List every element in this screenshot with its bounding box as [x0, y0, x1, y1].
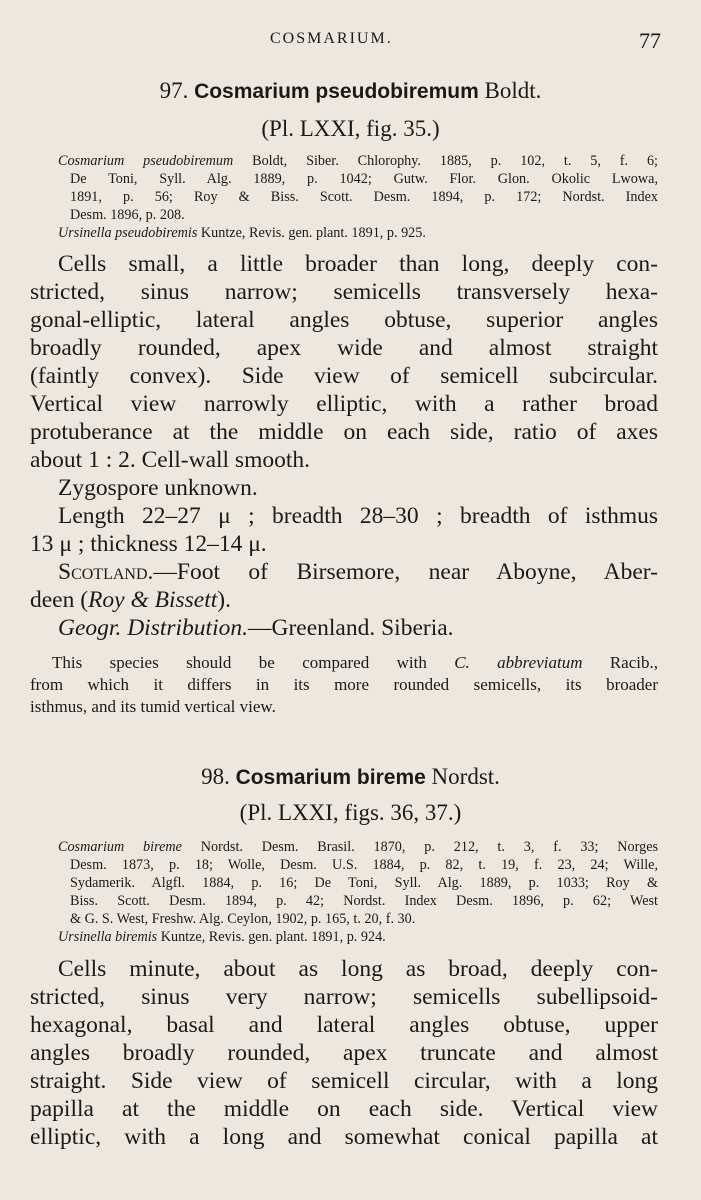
description-line: stricted, sinus narrow; semicells transversely hexa-	[30, 279, 658, 305]
running-head	[0, 28, 701, 54]
synonymy-line: Ursinella pseudobiremis Kuntze, Revis. gen. plant. 1891, p. 925.	[58, 225, 426, 241]
species-number: 98.	[201, 764, 230, 789]
note-line: isthmus, and its tumid vertical view.	[30, 697, 276, 716]
synonymy-line: Desm. 1873, p. 18; Wolle, Desm. U.S. 1884, p. 82, t. 19, f. 23, 24; Wille,	[70, 857, 658, 873]
species-97-heading	[0, 78, 701, 104]
description-line: Cells minute, about as long as broad, deeply con-	[58, 956, 658, 982]
description-line: papilla at the middle on each side. Vertical view	[30, 1096, 658, 1122]
description-line: about 1 : 2. Cell-wall smooth.	[30, 447, 311, 473]
species-authority: Nordst.	[431, 764, 500, 789]
dimensions-line: Length 22–27 μ ; breadth 28–30 ; breadth of isthmus	[58, 503, 658, 529]
plate-reference: (Pl. LXXI, figs. 36, 37.)	[239, 800, 462, 825]
description-line: gonal-elliptic, lateral angles obtuse, superior angles	[30, 307, 658, 333]
synonymy-line: Cosmarium pseudobiremum Boldt, Siber. Chlorophy. 1885, p. 102, t. 5, f. 6;	[58, 153, 659, 169]
synonymy-97	[58, 152, 658, 242]
zygospore-line: Zygospore unknown.	[58, 475, 258, 501]
comparison-note	[30, 652, 658, 718]
description-line: Cells small, a little broader than long, deeply con-	[58, 251, 658, 277]
synonymy-line: Cosmarium bireme Nordst. Desm. Brasil. 1870, p. 212, t. 3, f. 33; Norges	[58, 839, 659, 855]
description-line: hexagonal, basal and lateral angles obtuse, upper	[30, 1012, 658, 1038]
description-line: angles broadly rounded, apex truncate and almost	[30, 1040, 658, 1066]
description-line: elliptic, with a long and somewhat conical papilla at	[30, 1124, 658, 1150]
synonymy-line: Biss. Scott. Desm. 1894, p. 42; Nordst. Index Desm. 1896, p. 62; West	[70, 893, 658, 909]
scotland-locality: Scotland.—Foot of Birsemore, near Aboyne, Aber-	[58, 559, 658, 585]
species-98-heading	[0, 764, 701, 790]
synonymy-98	[58, 838, 658, 946]
description-98	[30, 955, 658, 1151]
scotland-locality-cont: deen (Roy & Bissett).	[30, 587, 231, 613]
description-line: broadly rounded, apex wide and almost straight	[30, 335, 658, 361]
species-authority: Boldt.	[484, 78, 542, 103]
synonymy-line: Ursinella biremis Kuntze, Revis. gen. plant. 1891, p. 924.	[58, 929, 386, 945]
description-97	[30, 250, 658, 642]
description-line: protuberance at the middle on each side, ratio of axes	[30, 419, 658, 445]
page-number: 77	[639, 28, 661, 53]
note-line: This species should be compared with C. abbreviatum Racib.,	[52, 653, 658, 672]
plate-reference: (Pl. LXXI, fig. 35.)	[261, 116, 440, 141]
note-line: from which it differs in its more rounded semicells, its broader	[30, 675, 658, 694]
species-name: Cosmarium pseudobiremum	[194, 80, 479, 103]
running-title: COSMARIUM.	[270, 30, 393, 47]
description-line: Vertical view narrowly elliptic, with a rather broad	[30, 391, 658, 417]
synonymy-line: & G. S. West, Freshw. Alg. Ceylon, 1902, p. 165, t. 20, f. 30.	[70, 911, 416, 927]
description-line: stricted, sinus very narrow; semicells subellipsoid-	[30, 984, 658, 1010]
description-line: (faintly convex). Side view of semicell subcircular.	[30, 363, 658, 389]
dimensions-line: 13 μ ; thickness 12–14 μ.	[30, 531, 267, 557]
synonymy-line: 1891, p. 56; Roy & Biss. Scott. Desm. 1894, p. 172; Nordst. Index	[70, 189, 658, 205]
synonymy-line: De Toni, Syll. Alg. 1889, p. 1042; Gutw. Flor. Glon. Okolic Lwowa,	[70, 171, 658, 187]
synonymy-line: Sydamerik. Algfl. 1884, p. 16; De Toni, Syll. Alg. 1889, p. 1033; Roy &	[70, 875, 658, 891]
species-name: Cosmarium bireme	[235, 766, 426, 789]
synonymy-line: Desm. 1896, p. 208.	[70, 207, 185, 223]
geographic-distribution: Geogr. Distribution.—Greenland. Siberia.	[58, 615, 454, 641]
description-line: straight. Side view of semicell circular, with a long	[30, 1068, 658, 1094]
species-number: 97.	[159, 78, 189, 103]
